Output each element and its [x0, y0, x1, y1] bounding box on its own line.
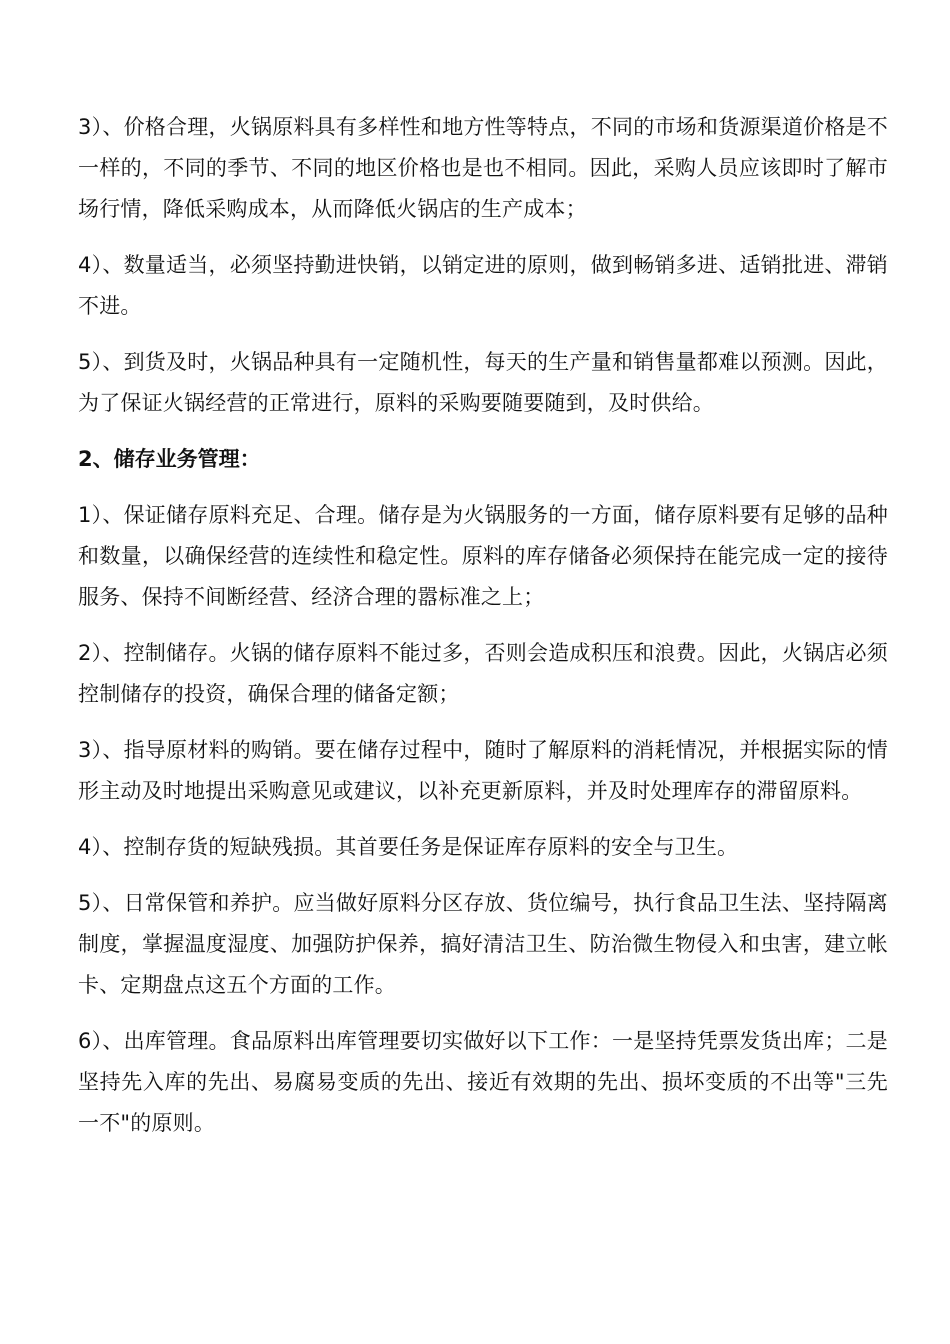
paragraph-outbound-management: 6）、出库管理。食品原料出库管理要切实做好以下工作：一是坚持凭票发货出库；二是坚持先入库的先出、易腐易变质的先出、接近有效期的先出、损坏变质的不出等"三先一不"的原则。 [78, 1029, 888, 1135]
paragraph-delivery: 5）、到货及时，火锅品种具有一定随机性，每天的生产量和销售量都难以预测。因此，为了保证火锅经营的正常进行，原料的采购要随要随到，及时供给。 [78, 350, 888, 415]
section-heading-storage: 2、储存业务管理： [78, 447, 261, 471]
paragraph-guide-purchase: 3）、指导原材料的购销。要在储存过程中，随时了解原料的消耗情况，并根据实际的情形主动及时地提出采购意见或建议，以补充更新原料，并及时处理库存的滞留原料。 [78, 738, 888, 803]
paragraph-storage-control: 2）、控制储存。火锅的储存原料不能过多，否则会造成积压和浪费。因此，火锅店必须控制储存的投资，确保合理的储备定额； [78, 641, 888, 706]
paragraph-shortage-control: 4）、控制存货的短缺残损。其首要任务是保证库存原料的安全与卫生。 [78, 835, 739, 859]
paragraph-price: 3）、价格合理，火锅原料具有多样性和地方性等特点，不同的市场和货源渠道价格是不一样的，不同的季节、不同的地区价格也是也不相同。因此，采购人员应该即时了解市场行情，降低采购成本，从而降低火锅店的生产成本； [78, 115, 888, 221]
paragraph-quantity: 4）、数量适当，必须坚持勤进快销，以销定进的原则，做到畅销多进、适销批进、滞销不进。 [78, 253, 888, 318]
paragraph-storage-sufficient: 1）、保证储存原料充足、合理。储存是为火锅服务的一方面，储存原料要有足够的品种和数量，以确保经营的连续性和稳定性。原料的库存储备必须保持在能完成一定的接待服务、保持不间断经营、经济合理的嚣标准之上； [78, 503, 888, 609]
paragraph-daily-maintenance: 5）、日常保管和养护。应当做好原料分区存放、货位编号，执行食品卫生法、坚持隔离制度，掌握温度湿度、加强防护保养，搞好清洁卫生、防治微生物侵入和虫害，建立帐卡、定期盘点这五个方面的工作。 [78, 891, 888, 997]
